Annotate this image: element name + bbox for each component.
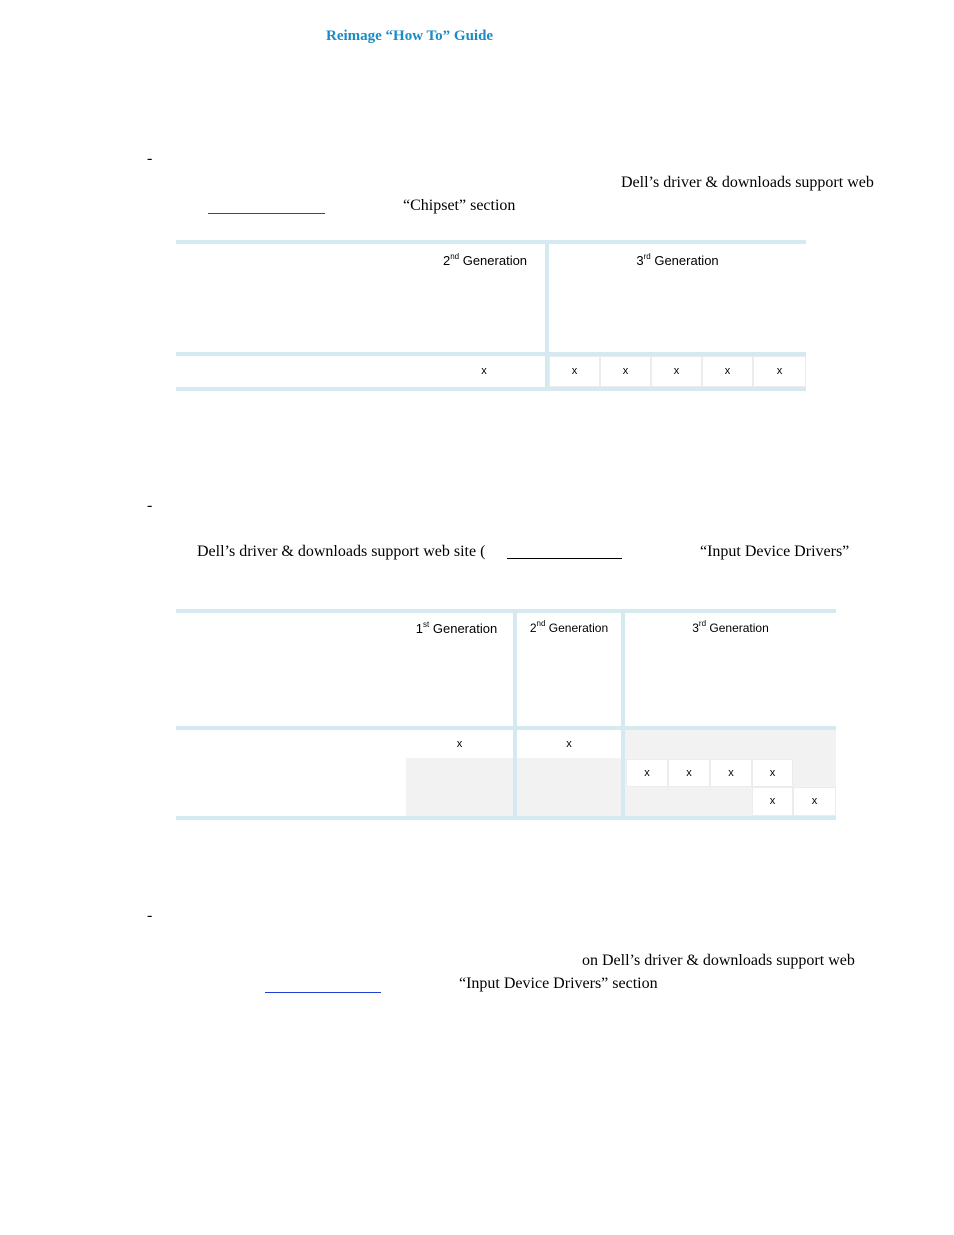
table-cell-mark: x xyxy=(668,759,710,787)
section-reference-text: “Chipset” section xyxy=(403,197,516,214)
section-reference-text: “Input Device Drivers” xyxy=(700,543,850,560)
table-bottom-border xyxy=(176,816,836,820)
bullet-dash: - xyxy=(147,497,153,514)
column-header-2nd-gen: 2nd Generation xyxy=(529,619,609,635)
support-site-text: Dell’s driver & downloads support web xyxy=(621,174,874,191)
table-cell-mark: x xyxy=(753,356,806,387)
bullet-dash: - xyxy=(147,907,153,924)
page-header-title: Reimage “How To” Guide xyxy=(326,28,494,44)
table-cell-mark: x xyxy=(456,738,463,750)
table-cell-mark: x xyxy=(752,787,793,816)
table-top-border xyxy=(176,609,836,613)
column-header-3rd-gen: 3rd Generation xyxy=(692,619,769,635)
table-cell-mark: x xyxy=(600,356,651,387)
table-cell-mark: x xyxy=(702,356,753,387)
table-top-border xyxy=(176,240,806,244)
table-cell-mark: x xyxy=(626,759,668,787)
support-site-text: on Dell’s driver & downloads support web xyxy=(582,952,855,969)
support-site-text: Dell’s driver & downloads support web site ( xyxy=(197,543,486,560)
table-column-divider xyxy=(621,609,625,820)
column-header-1st-gen: 1st Generation xyxy=(415,620,498,636)
table-cell-mark: x xyxy=(481,365,487,377)
table-cell-mark: x xyxy=(752,759,793,787)
table-cell-mark: x xyxy=(793,787,836,816)
column-header-3rd-gen: 3rd Generation xyxy=(636,252,719,268)
support-link[interactable] xyxy=(507,558,622,559)
table-cell-mark: x xyxy=(566,738,572,750)
support-link[interactable] xyxy=(265,992,381,993)
table-cell-mark: x xyxy=(651,356,702,387)
table-cell-mark: x xyxy=(549,356,600,387)
table-bottom-border xyxy=(176,387,806,391)
section-reference-text: “Input Device Drivers” section xyxy=(459,975,658,992)
column-header-2nd-gen: 2nd Generation xyxy=(442,252,528,268)
table-column-divider xyxy=(513,609,517,820)
bullet-dash: - xyxy=(147,150,153,167)
support-link[interactable] xyxy=(208,213,325,214)
table-cell-mark: x xyxy=(710,759,752,787)
